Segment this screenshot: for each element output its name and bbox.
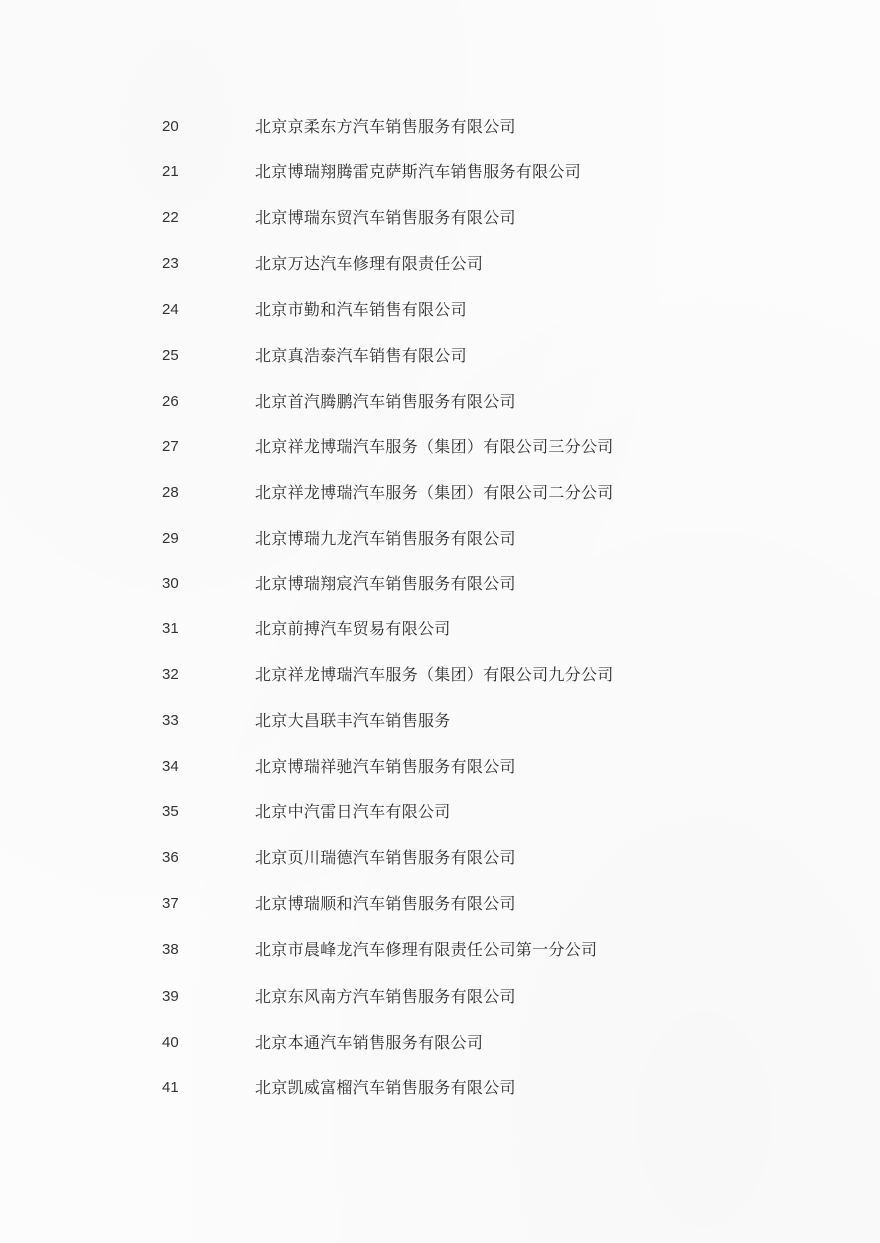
row-number: 40	[162, 1034, 179, 1051]
company-name: 北京博瑞东贸汽车销售服务有限公司	[255, 208, 516, 227]
list-item	[0, 802, 880, 832]
company-name: 北京博瑞九龙汽车销售服务有限公司	[255, 529, 516, 548]
list-item	[0, 848, 880, 878]
list-item	[0, 162, 880, 192]
list-item	[0, 757, 880, 787]
row-number: 21	[162, 163, 179, 180]
company-name: 北京首汽腾鹏汽车销售服务有限公司	[255, 392, 516, 411]
list-item	[0, 1078, 880, 1108]
company-name: 北京博瑞顺和汽车销售服务有限公司	[255, 894, 516, 913]
company-name: 北京市晨峰龙汽车修理有限责任公司第一分公司	[255, 940, 598, 959]
company-name: 北京页川瑞德汽车销售服务有限公司	[255, 848, 516, 867]
row-number: 23	[162, 255, 179, 272]
list-item	[0, 1033, 880, 1063]
company-name: 北京凯威富榴汽车销售服务有限公司	[255, 1078, 516, 1097]
list-item	[0, 665, 880, 695]
row-number: 30	[162, 575, 179, 592]
list-item	[0, 483, 880, 513]
list-item	[0, 208, 880, 238]
company-name: 北京中汽雷日汽车有限公司	[255, 802, 451, 821]
list-item	[0, 894, 880, 924]
list-item	[0, 346, 880, 376]
company-name: 北京博瑞翔腾雷克萨斯汽车销售服务有限公司	[255, 162, 582, 181]
company-name: 北京博瑞翔宸汽车销售服务有限公司	[255, 574, 516, 593]
row-number: 32	[162, 666, 179, 683]
company-name: 北京京柔东方汽车销售服务有限公司	[255, 117, 516, 136]
company-name: 北京东风南方汽车销售服务有限公司	[255, 987, 516, 1006]
list-item	[0, 619, 880, 649]
row-number: 20	[162, 118, 179, 135]
row-number: 39	[162, 988, 179, 1005]
list-item	[0, 940, 880, 970]
company-name: 北京祥龙博瑞汽车服务（集团）有限公司二分公司	[255, 483, 614, 502]
row-number: 28	[162, 484, 179, 501]
list-item	[0, 711, 880, 741]
company-name: 北京真浩泰汽车销售有限公司	[255, 346, 467, 365]
list-item	[0, 254, 880, 284]
company-name: 北京博瑞祥驰汽车销售服务有限公司	[255, 757, 516, 776]
row-number: 22	[162, 209, 179, 226]
row-number: 24	[162, 301, 179, 318]
row-number: 33	[162, 712, 179, 729]
row-number: 29	[162, 530, 179, 547]
company-name: 北京大昌联丰汽车销售服务	[255, 711, 451, 730]
list-item	[0, 574, 880, 604]
company-name: 北京万达汽车修理有限责任公司	[255, 254, 484, 273]
list-item	[0, 392, 880, 422]
row-number: 41	[162, 1079, 179, 1096]
row-number: 35	[162, 803, 179, 820]
company-name: 北京祥龙博瑞汽车服务（集团）有限公司九分公司	[255, 665, 614, 684]
list-item	[0, 987, 880, 1017]
row-number: 31	[162, 620, 179, 637]
list-item	[0, 529, 880, 559]
company-name: 北京祥龙博瑞汽车服务（集团）有限公司三分公司	[255, 437, 614, 456]
row-number: 36	[162, 849, 179, 866]
row-number: 25	[162, 347, 179, 364]
company-name: 北京前搏汽车贸易有限公司	[255, 619, 451, 638]
list-item	[0, 300, 880, 330]
row-number: 38	[162, 941, 179, 958]
row-number: 34	[162, 758, 179, 775]
list-item	[0, 437, 880, 467]
row-number: 26	[162, 393, 179, 410]
company-name: 北京市勤和汽车销售有限公司	[255, 300, 467, 319]
company-name: 北京本通汽车销售服务有限公司	[255, 1033, 484, 1052]
row-number: 27	[162, 438, 179, 455]
row-number: 37	[162, 895, 179, 912]
list-item	[0, 117, 880, 147]
